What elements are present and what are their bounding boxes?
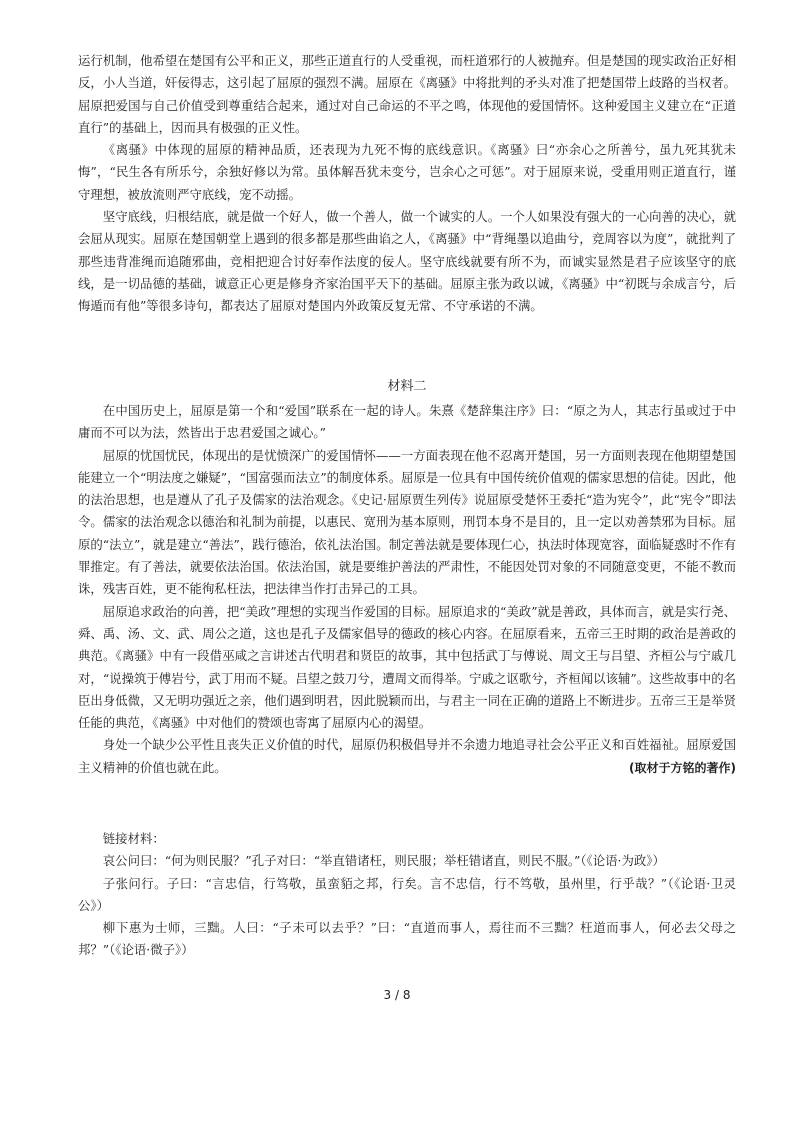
source-citation: (取材于方铭的著作) <box>629 760 736 775</box>
intro-paragraph-3: 坚守底线，归根结底，就是做一个好人，做一个善人，做一个诚实的人。一个人如果没有强大的一心向善的决心，就会屈从现实。屈原在楚国朝堂上遇到的很多都是那些曲谄之人，《离骚》中“背绳墨以追曲兮，竞周容以为度”，就批判了那些违背准绳而追随邪曲，竞相把迎合讨好奉作法度的佞人。坚守底线就要有所不为，而诚实显然是君子应该坚守的底线，是一切品德的基础，诚意正心更是修身齐家治国平天下的基础。屈原主张为政以诚，《离骚》中“初既与余成言兮，后悔遁而有他”等很多诗句，都表达了屈原对楚国内外政策反复无常、不守承诺的不满。 <box>78 209 736 314</box>
link-item-2: 子张问行。子曰：“言忠信，行笃敬，虽蛮貊之邦，行矣。言不忠信，行不笃敬，虽州里，行乎哉？”（《论语·卫灵公》） <box>78 875 736 913</box>
link-item-1: 哀公问曰：“何为则民服？”孔子对曰：“举直错诸枉，则民服；举枉错诸直，则民不服。”（《论语·为政》） <box>102 853 665 869</box>
material-two-section <box>78 374 736 779</box>
material-two-paragraph-2: 屈原的忧国忧民，体现出的是忧愤深广的爱国情怀——一方面表现在他不忍离开楚国，另一方面则表现在他期望楚国能建立一个“明法度之嫌疑”，“国富强而法立”的制度体系。屈原是一位具有中国传统价值观的儒家思想的信徒。因此，他的法治思想，也是遵从了孔子及儒家的法治观念。《史记·屈原贾生列传》说屈原受楚怀王委托“造为宪令”，此“宪令”即法令。儒家的法治观念以德治和礼制为前提，以惠民、宽刑为基本原则，刑罚本身不是目的，且一定以劝善禁邪为目标。屈原的“法立”，就是建立“善法”，践行德治，依礼法治国。制定善法就是要体现仁心，执法时体现宽容，面临疑惑时不作有罪推定。有了善法，就要依法治国。依法治国，就是要维护善法的严肃性，不能因处罚对象的不同随意变更，不能不教而诛，残害百姓，更不能徇私枉法，把法律当作打击异己的工具。 <box>78 447 736 597</box>
intro-section <box>78 50 736 318</box>
links-title: 链接材料： <box>102 831 165 846</box>
links-section <box>78 828 736 962</box>
intro-paragraph-2: 《离骚》中体现的屈原的精神品质，还表现为九死不悔的底线意识。《离骚》曰“亦余心之所善兮，虽九死其犹未悔”，“民生各有所乐兮，余独好修以为常。虽体解吾犹未变兮，岂余心之可惩”。对于屈原来说，受重用则正道直行，谨守理想，被放流则严守底线，宠不动摇。 <box>78 142 736 202</box>
page-number: 3 / 8 <box>383 988 411 1002</box>
material-two-closing-text: 身处一个缺少公平性且丧失正义价值的时代，屈原仍积极倡导并不余遗力地追寻社会公平正义和百姓福祉。屈原爱国主义精神的价值也就在此。 <box>78 737 736 775</box>
material-two-paragraph-4 <box>78 734 736 779</box>
material-two-title: 材料二 <box>387 379 427 394</box>
intro-paragraph-1: 运行机制，他希望在楚国有公平和正义，那些正道直行的人受重视，而枉道邪行的人被抛弃。但是楚国的现实政治正好相反，小人当道，奸佞得志，这引起了屈原的强烈不满。屈原在《离骚》中将批判的矛头对准了把楚国带上歧路的当权者。屈原把爱国与自己价值受到尊重结合起来，通过对自己命运的不平之鸣，体现他的爱国情怀。这种爱国主义建立在“正道直行”的基础上，因而具有极强的正义性。 <box>78 53 736 135</box>
material-two-paragraph-1: 在中国历史上，屈原是第一个和“爱国”联系在一起的诗人。朱熹《楚辞集注序》曰：“原之为人，其志行虽或过于中庸而不可以为法，然皆出于忠君爱国之诚心。” <box>78 403 736 441</box>
link-item-3: 柳下惠为士师，三黜。人曰：“子未可以去乎？”曰：“直道而事人，焉往而不三黜？枉道而事人，何必去父母之邦？”（《论语·微子》） <box>78 920 736 958</box>
material-two-paragraph-3: 屈原追求政治的向善，把“美政”理想的实现当作爱国的目标。屈原追求的“美政”就是善政，具体而言，就是实行尧、舜、禹、汤、文、武、周公之道，这也是孔子及儒家倡导的德政的核心内容。在屈原看来，五帝三王时期的政治是善政的典范。《离骚》中有一段借巫咸之言讲述古代明君和贤臣的故事，其中包括武丁与傅说、周文王与吕望、齐桓公与宁戚几对，“说操筑于傅岩兮，武丁用而不疑。吕望之鼓刀兮，遭周文而得举。宁戚之讴歌兮，齐桓闻以该辅”。这些故事中的名臣出身低微，又无明功强近之亲，他们遇到明君，因此脱颖而出，与君主一同在正确的道路上不断进步。五帝三王是举贤任能的典范，《离骚》中对他们的赞颂也寄寓了屈原内心的渴望。 <box>78 603 736 731</box>
